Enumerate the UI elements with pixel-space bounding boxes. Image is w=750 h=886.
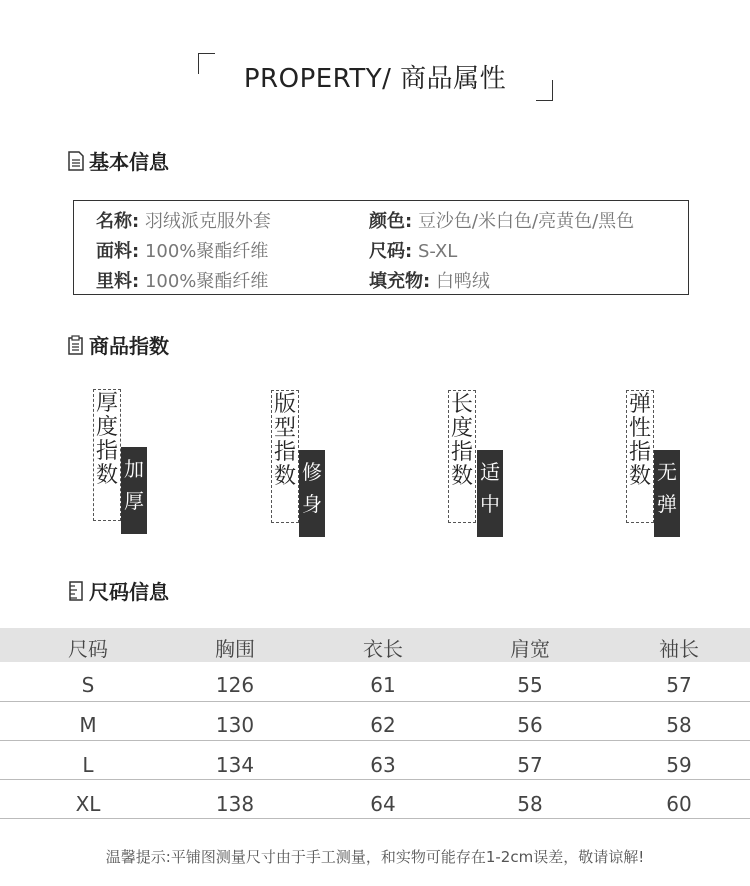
index-label-fit: 版型指数: [271, 390, 299, 523]
size-heading: [68, 576, 169, 605]
row-divider: [0, 818, 750, 819]
table-cell: 59: [666, 753, 692, 777]
table-cell: 130: [215, 713, 255, 737]
col-header-sleeve: 袖长: [659, 637, 699, 661]
document-icon: [68, 151, 84, 171]
row-divider: [0, 701, 750, 702]
index-heading: [68, 330, 169, 359]
table-cell: 61: [370, 673, 396, 697]
clipboard-icon: [68, 335, 84, 355]
table-cell: S: [81, 673, 95, 697]
info-fabric: 面料: 100%聚酯纤维: [96, 241, 269, 262]
table-cell: 56: [517, 713, 543, 737]
table-cell: 57: [517, 753, 543, 777]
table-cell: 55: [517, 673, 543, 697]
row-divider: [0, 740, 750, 741]
info-color: 颜色: 豆沙色/米白色/亮黄色/黑色: [369, 211, 635, 232]
table-cell: 63: [370, 753, 396, 777]
index-value-elasticity: 无弹: [654, 450, 680, 537]
table-cell: 126: [215, 673, 255, 697]
col-header-length: 衣长: [363, 637, 403, 661]
index-title: 商品指数: [89, 334, 169, 358]
col-header-chest: 胸围: [215, 637, 255, 661]
info-filling: 填充物: 白鸭绒: [369, 271, 490, 292]
index-value-thickness: 加厚: [121, 447, 147, 534]
col-header-size: 尺码: [68, 637, 108, 661]
table-cell: 64: [370, 792, 396, 816]
table-cell: XL: [75, 792, 101, 816]
page-title: PROPERTY/ 商品属性: [243, 64, 507, 94]
info-name: 名称: 羽绒派克服外套: [96, 211, 271, 232]
basic-info-box: [73, 200, 689, 295]
basic-info-title: 基本信息: [89, 150, 169, 174]
table-cell: 58: [517, 792, 543, 816]
table-cell: 62: [370, 713, 396, 737]
info-size: 尺码: S-XL: [369, 241, 458, 262]
title-corner-bottom-right: [536, 80, 553, 101]
table-cell: M: [79, 713, 97, 737]
table-cell: L: [82, 753, 94, 777]
size-title: 尺码信息: [89, 580, 169, 604]
table-cell: 58: [666, 713, 692, 737]
index-value-length: 适中: [477, 450, 503, 537]
index-label-elasticity: 弹性指数: [626, 390, 654, 523]
table-cell: 57: [666, 673, 692, 697]
table-cell: 138: [215, 792, 255, 816]
index-label-thickness: 厚度指数: [93, 389, 121, 521]
index-value-fit: 修身: [299, 450, 325, 537]
row-divider: [0, 779, 750, 780]
table-cell: 60: [666, 792, 692, 816]
col-header-shoulder: 肩宽: [510, 637, 550, 661]
basic-info-heading: [68, 146, 169, 175]
index-label-length: 长度指数: [448, 390, 476, 523]
measurement-note: 温馨提示:平铺图测量尺寸由于手工测量，和实物可能存在1-2cm误差，敬请谅解!: [105, 848, 645, 866]
table-cell: 134: [215, 753, 255, 777]
info-lining: 里料: 100%聚酯纤维: [96, 271, 269, 292]
ruler-icon: [68, 581, 84, 601]
